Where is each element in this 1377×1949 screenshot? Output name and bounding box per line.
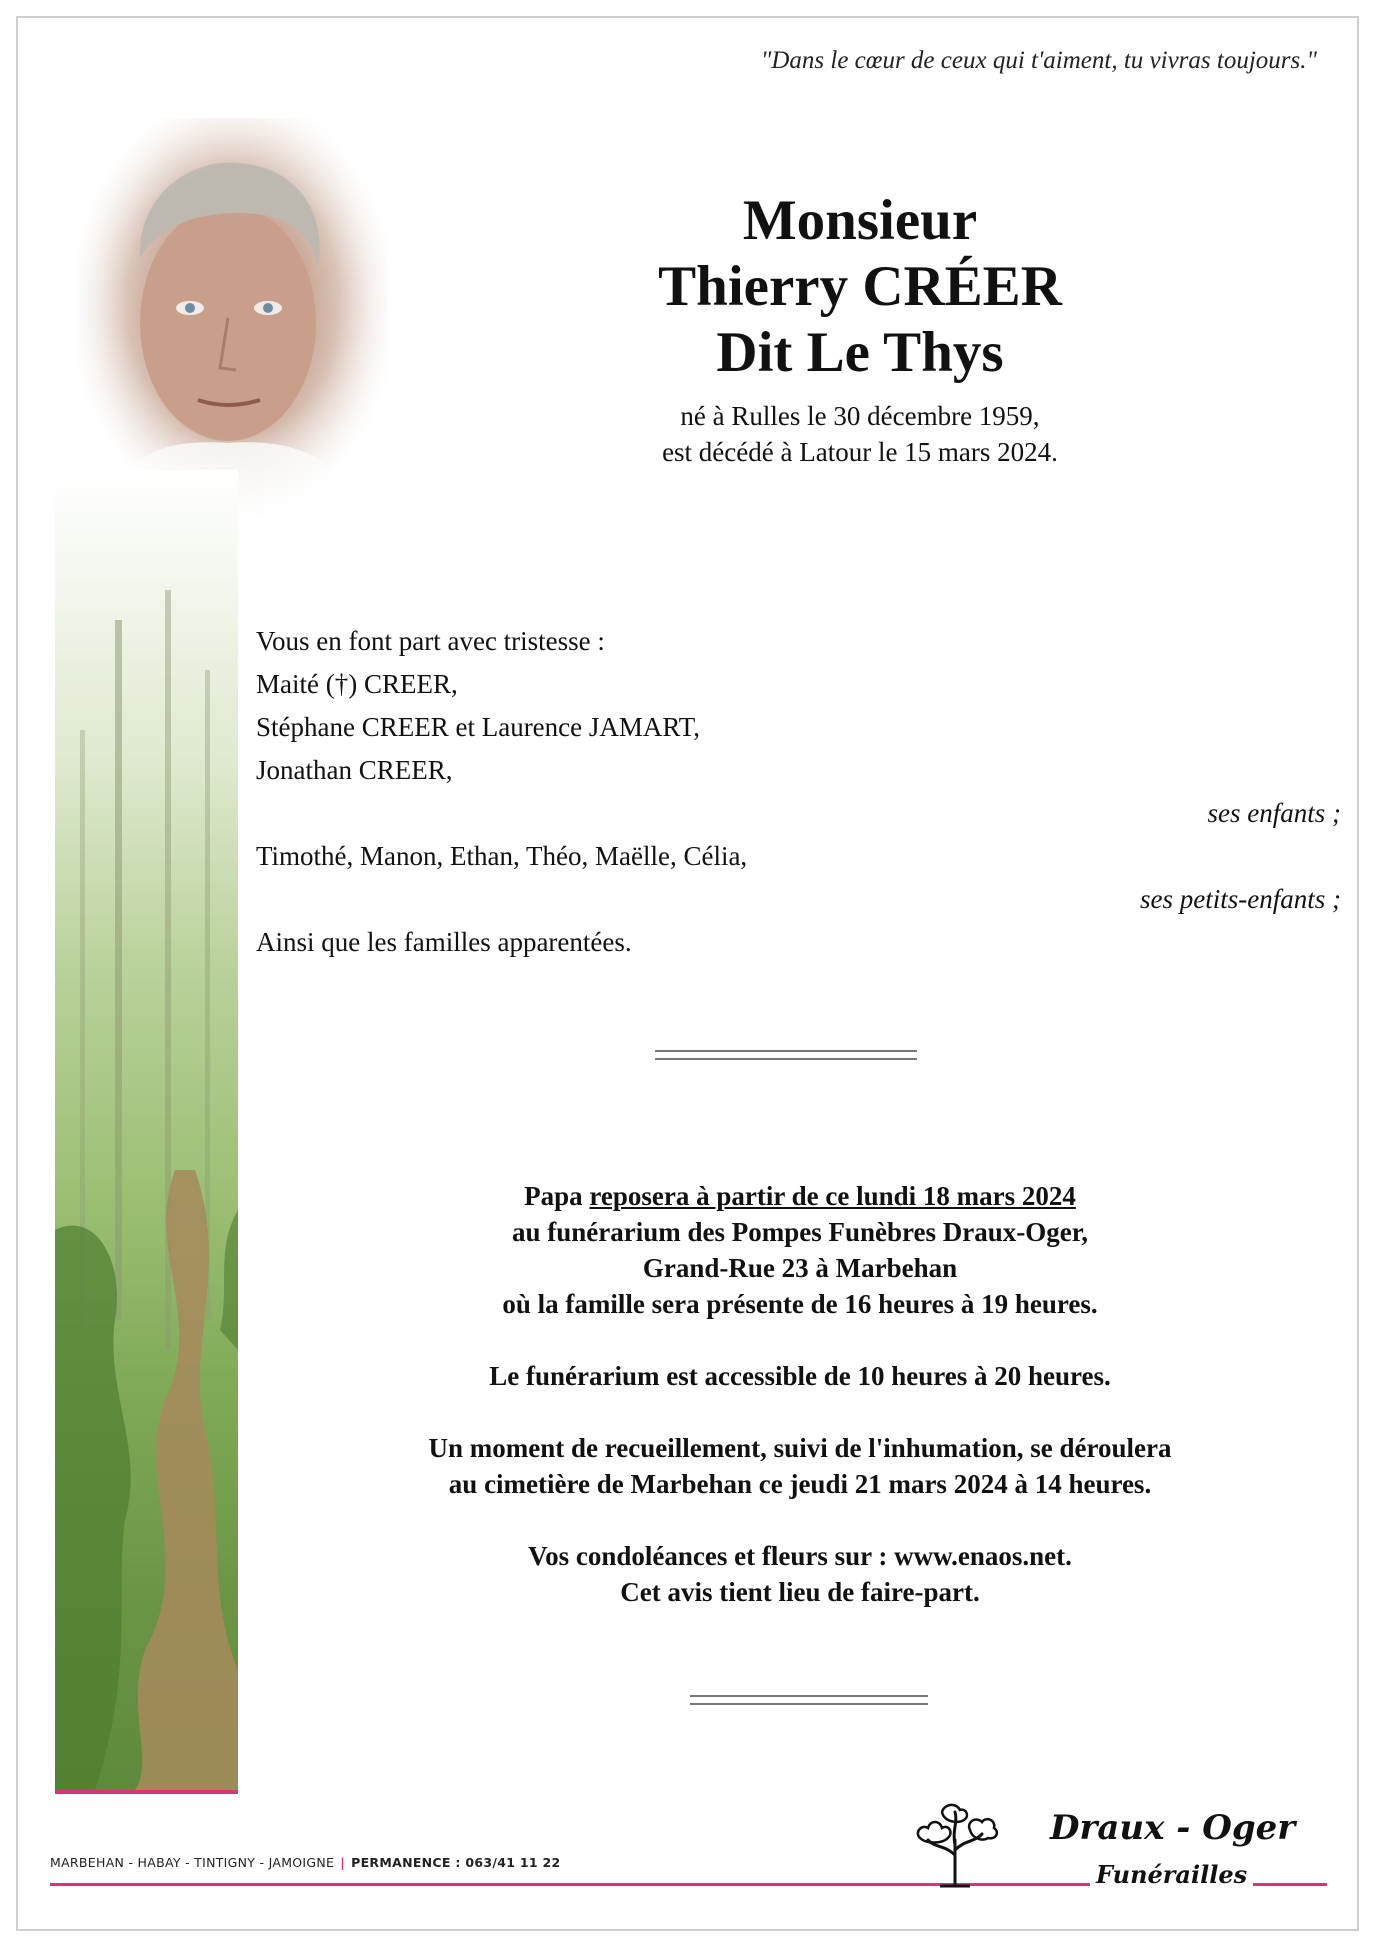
forest-accent-line	[55, 1790, 238, 1794]
relatives-line: Ainsi que les familles apparentées.	[256, 927, 632, 957]
footer-permanence: PERMANENCE : 063/41 11 22	[351, 1855, 561, 1870]
info-condolences: Vos condoléances et fleurs sur : www.enaos.net.	[528, 1541, 1072, 1571]
title: Monsieur	[742, 189, 978, 252]
tree-logo-icon	[900, 1800, 1010, 1890]
family-intro: Vous en font part avec tristesse :	[256, 626, 605, 656]
info-address: Grand-Rue 23 à Marbehan	[642, 1253, 958, 1283]
separator-double-line	[690, 1695, 928, 1705]
child-line: Jonathan CREER,	[256, 755, 453, 785]
info-lead: Papa	[524, 1181, 590, 1211]
family-section	[256, 620, 1341, 964]
children-label: ses enfants ;	[1207, 798, 1341, 828]
info-funerarium: au funérarium des Pompes Funèbres Draux-Oger,	[512, 1217, 1088, 1247]
forest-path-image	[55, 470, 238, 1790]
child-line: Maité (†) CREER,	[256, 669, 458, 699]
brand-subtitle: Funérailles	[1090, 1860, 1253, 1889]
child-line: Stéphane CREER et Laurence JAMART,	[256, 712, 701, 742]
death-line: est décédé à Latour le 15 mars 2024.	[662, 437, 1058, 467]
footer-separator: |	[340, 1855, 346, 1870]
birth-line: né à Rulles le 30 décembre 1959,	[680, 401, 1040, 431]
brand-name: Draux - Oger	[1050, 1808, 1296, 1848]
footer-contact	[50, 1855, 561, 1870]
portrait-photo	[78, 118, 388, 518]
info-rest-date: reposera à partir de ce lundi 18 mars 2024	[589, 1181, 1076, 1211]
info-cemetery: au cimetière de Marbehan ce jeudi 21 mars 2024 à 14 heures.	[448, 1469, 1152, 1499]
separator-double-line	[655, 1050, 917, 1060]
deceased-block	[560, 188, 1160, 470]
info-family-hours: où la famille sera présente de 16 heures à 19 heures.	[502, 1289, 1098, 1319]
grandchildren-line: Timothé, Manon, Ethan, Théo, Maëlle, Célia,	[256, 841, 748, 871]
grandchildren-label: ses petits-enfants ;	[1140, 884, 1341, 914]
info-ceremony: Un moment de recueillement, suivi de l'inhumation, se déroulera	[428, 1433, 1172, 1463]
epigraph-quote: "Dans le cœur de ceux qui t'aiment, tu vivras toujours."	[760, 47, 1317, 74]
info-notice: Cet avis tient lieu de faire-part.	[620, 1577, 980, 1607]
deceased-name: Thierry CRÉER	[658, 255, 1062, 318]
info-access-hours: Le funérarium est accessible de 10 heures à 20 heures.	[489, 1361, 1111, 1391]
funeral-info	[330, 1178, 1270, 1610]
footer-locations: MARBEHAN - HABAY - TINTIGNY - JAMOIGNE	[50, 1855, 335, 1870]
nickname: Dit Le Thys	[716, 321, 1004, 384]
